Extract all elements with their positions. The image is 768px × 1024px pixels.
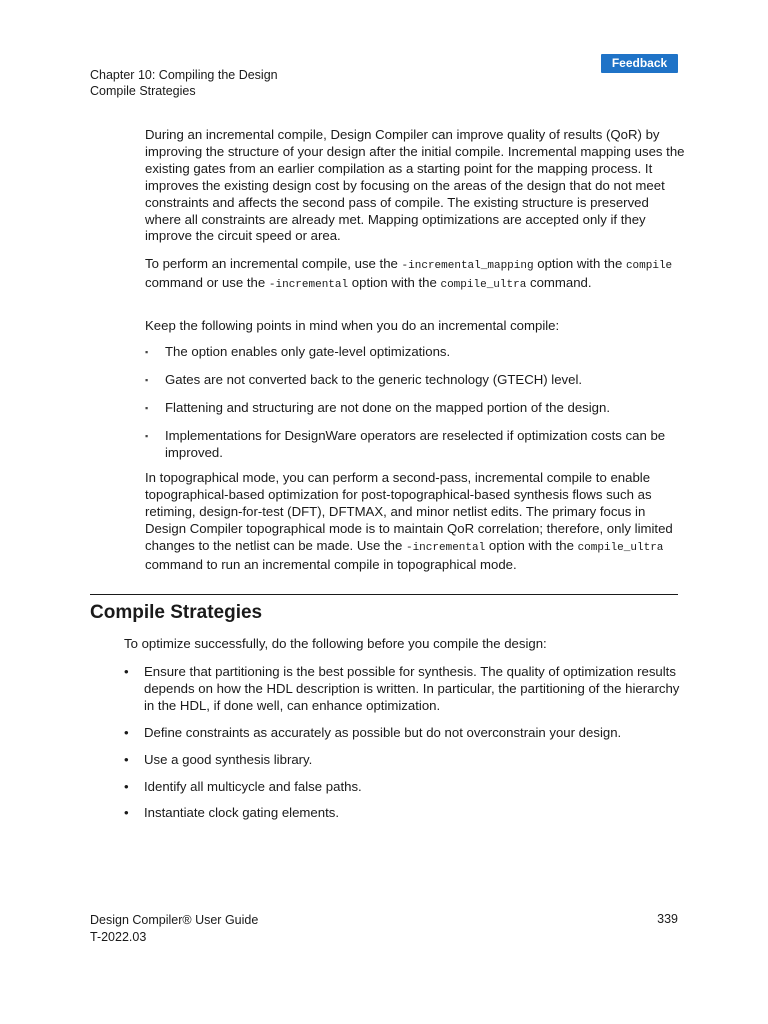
list-item-text: Flattening and structuring are not done on the mapped portion of the design. <box>165 399 611 415</box>
section-intro: To optimize successfully, do the following before you compile the design: <box>124 636 547 651</box>
list-item-text: Ensure that partitioning is the best possible for synthesis. The quality of optimization results depends on how the HDL description is written. In particular, the partitioning of the hierarchy in the HDL, if done well, can enhance optimization. <box>144 664 680 713</box>
bullet-marker: ▪ <box>145 347 149 357</box>
paragraph <box>145 256 685 294</box>
list-item <box>124 752 684 769</box>
list-item <box>124 664 684 715</box>
points-intro <box>145 318 685 335</box>
list-item-text: Use a good synthesis library. <box>144 751 313 767</box>
list-item <box>145 428 685 462</box>
topographical-mode-paragraph <box>145 470 685 573</box>
list-item-text: Gates are not converted back to the generic technology (GTECH) level. <box>165 371 583 387</box>
section-heading: Compile Strategies <box>90 602 263 623</box>
section-divider <box>90 594 678 595</box>
paragraph: Keep the following points in mind when you do an incremental compile: <box>145 318 560 333</box>
list-item <box>124 805 684 822</box>
list-item-text: Instantiate clock gating elements. <box>144 805 339 821</box>
bullet-marker: • <box>124 664 129 679</box>
bullet-marker: ▪ <box>145 402 149 413</box>
bullet-marker: • <box>124 805 129 821</box>
code-option: -incremental <box>268 278 349 291</box>
bullet-marker: • <box>124 751 129 767</box>
list-item <box>145 400 685 417</box>
code-command: compile_ultra <box>440 278 527 291</box>
text: In topographical mode, you can perform a second-pass, incremental compile to enable topographical-based optimization for post-topographical-based synthesis flows such as retiming, design-for-test (DFT), DFTMAX, and minor netlist edits. The primary focus in Design Compiler topographical mode is to maintain QoR correlation; therefore, only limited changes to the netlist can be made. Use the <box>145 470 673 553</box>
section-title: Compile Strategies <box>90 84 196 98</box>
code-command: compile_ultra <box>577 541 664 554</box>
list-item-text: Implementations for DesignWare operators are reselected if optimization costs can be improved. <box>165 427 666 460</box>
code-option: -incremental <box>405 541 486 554</box>
incremental-points-list <box>145 344 685 462</box>
page-number: 339 <box>657 912 678 926</box>
list-item <box>145 344 685 361</box>
text: command. <box>526 274 592 290</box>
incremental-compile-intro <box>145 127 685 245</box>
bullet-marker: • <box>124 724 129 740</box>
page-footer <box>90 912 258 946</box>
bullet-marker: ▪ <box>145 374 149 385</box>
code-command: compile <box>625 260 673 272</box>
text: option with the <box>485 537 578 553</box>
feedback-button[interactable]: Feedback <box>601 54 678 73</box>
list-item <box>124 779 684 796</box>
text: command to run an incremental compile in topographical mode. <box>145 556 517 572</box>
document-title: Design Compiler® User Guide <box>90 913 259 927</box>
bullet-marker: ▪ <box>145 430 149 441</box>
running-header <box>90 67 278 99</box>
list-item-text: Define constraints as accurately as possible but do not overconstrain your design. <box>144 724 622 740</box>
paragraph: During an incremental compile, Design Compiler can improve quality of results (QoR) by improving the structure of your design after the initial compile. Incremental mapping uses the existing gates from an earlier compilation as a starting point for the mapping process. It improves the existing design cost by focusing on the areas of the design that do not meet constraints and affects the second pass of compile. The existing structure is preserved where all constraints are already met. Mapping optimizations are accepted only if they improve the circuit speed or area. <box>145 127 685 244</box>
text: option with the <box>348 274 441 290</box>
paragraph <box>145 470 685 573</box>
bullet-marker: • <box>124 778 129 794</box>
incremental-compile-usage <box>145 256 685 294</box>
text: command or use the <box>145 274 269 290</box>
list-item-text: The option enables only gate-level optimizations. <box>165 344 451 359</box>
list-item <box>124 725 684 742</box>
document-version: T-2022.03 <box>90 930 147 944</box>
list-item-text: Identify all multicycle and false paths. <box>144 778 362 794</box>
code-option: -incremental_mapping <box>401 260 534 272</box>
chapter-title: Chapter 10: Compiling the Design <box>90 68 278 82</box>
strategies-list <box>124 664 684 822</box>
list-item <box>145 372 685 389</box>
text: To perform an incremental compile, use the <box>145 256 402 271</box>
text: option with the <box>533 256 626 271</box>
